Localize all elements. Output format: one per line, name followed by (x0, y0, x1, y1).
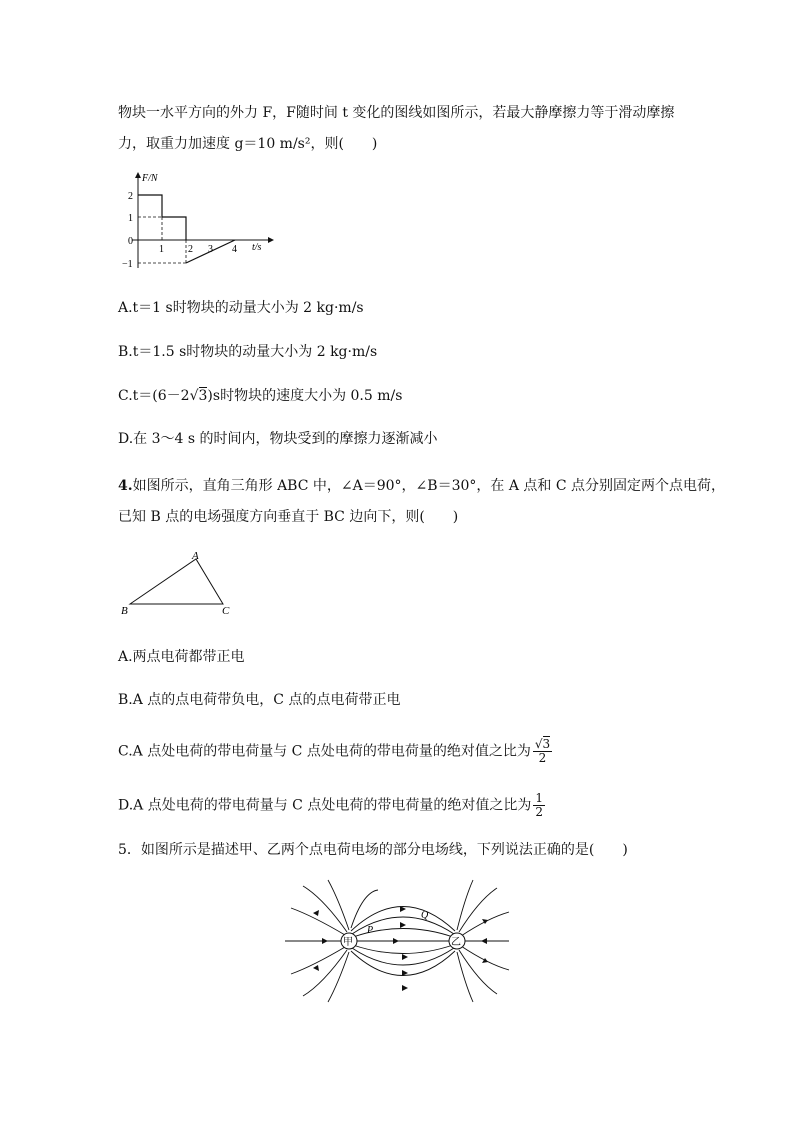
y-tick-0: 0 (128, 236, 133, 247)
electric-field-lines-figure (283, 878, 513, 1003)
x-tick-4: 4 (232, 244, 237, 255)
y-tick-1: 1 (128, 213, 133, 224)
right-triangle-figure (118, 548, 243, 618)
q3-option-d: D.在 3～4 s 的时间内，物块受到的摩擦力逐渐减小 (118, 431, 438, 447)
y-tick-2: 2 (128, 191, 133, 202)
y-tick-neg1: −1 (122, 259, 133, 270)
q3-stem-line1: 物块一水平方向的外力 F，F随时间 t 变化的图线如图所示，若最大静摩擦力等于滑动摩擦 (118, 105, 675, 121)
charge-yi-label: 乙 (451, 937, 461, 948)
triangle-abc (130, 559, 223, 604)
q3-option-a: A.t＝1 s时物块的动量大小为 2 kg·m/s (118, 300, 364, 316)
y-axis-label: F/N (142, 173, 158, 184)
q4-number: 4. (118, 478, 133, 494)
x-tick-1: 1 (159, 244, 164, 255)
vertex-c-label: C (222, 605, 230, 617)
point-p-label: P (367, 925, 374, 936)
x-axis-label: t/s (252, 242, 262, 253)
x-tick-2: 2 (188, 244, 193, 255)
q4-stem-line2: 已知 B 点的电场强度方向垂直于 BC 边向下，则( ) (118, 509, 459, 525)
x-tick-3: 3 (208, 244, 213, 255)
point-q-label: Q (421, 910, 429, 921)
q5-stem: 5．如图所示是描述甲、乙两个点电荷电场的部分电场线，下列说法正确的是( ) (118, 842, 628, 858)
q3-option-b: B.t＝1.5 s时物块的动量大小为 2 kg·m/s (118, 344, 378, 360)
q4-option-a: A.两点电荷都带正电 (118, 649, 245, 665)
vertex-a-label: A (192, 550, 199, 562)
q3-stem-line2: 力，取重力加速度 g＝10 m/s²，则( ) (118, 136, 378, 152)
q4-stem-line1: 4.如图所示，直角三角形 ABC 中，∠A＝90°，∠B＝30°，在 A 点和 C 点分别固定两个点电荷， (118, 478, 726, 494)
q4-option-c: C.A 点处电荷的带电荷量与 C 点处电荷的带电荷量的绝对值之比为 $\frac{√3}{2}$ (118, 737, 551, 765)
charge-jia-label: 甲 (343, 937, 353, 948)
q3-option-c: C.t＝(6－2√3)s时物块的速度大小为 0.5 m/s (118, 388, 403, 404)
force-time-graph (118, 170, 278, 275)
q4-option-d: D.A 点处电荷的带电荷量与 C 点处电荷的带电荷量的绝对值之比为 $\frac{1}{2}$ (118, 791, 543, 819)
q4-option-b: B.A 点的点电荷带负电，C 点的点电荷带正电 (118, 692, 401, 708)
vertex-b-label: B (121, 605, 128, 617)
